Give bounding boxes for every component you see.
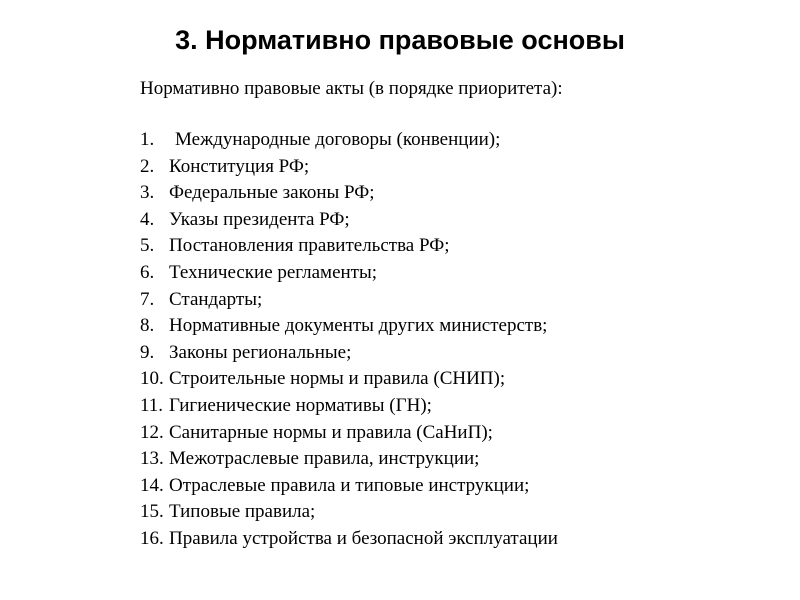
list-item (140, 499, 558, 526)
item-text: Межотраслевые правила, инструкции; (169, 448, 480, 470)
item-number: 5. (140, 235, 155, 257)
item-number: 15. (140, 501, 164, 523)
item-text: Гигиенические нормативы (ГН); (169, 394, 432, 416)
list-item (140, 393, 558, 420)
list-item (140, 420, 558, 447)
list-item (140, 180, 558, 207)
item-text: Правила устройства и безопасной эксплуатации (169, 527, 558, 549)
list-item (140, 260, 558, 287)
item-text: Нормативные документы других министерств; (169, 315, 548, 337)
priority-list (140, 127, 558, 553)
item-number: 7. (140, 288, 155, 310)
list-item (140, 340, 558, 367)
slide-title: 3. Нормативно правовые основы (175, 25, 625, 55)
list-item (140, 366, 558, 393)
list-item (140, 287, 558, 314)
list-item (140, 526, 558, 553)
item-text: Стандарты; (169, 288, 263, 310)
list-item (140, 473, 558, 500)
item-text: Строительные нормы и правила (СНИП); (169, 368, 506, 390)
item-number: 6. (140, 261, 155, 283)
item-number: 10. (140, 368, 164, 390)
item-number: 14. (140, 474, 164, 496)
item-text: Международные договоры (конвенции); (175, 129, 501, 150)
item-number: 12. (140, 421, 164, 443)
item-text: Указы президента РФ; (169, 208, 350, 230)
item-number: 16. (140, 527, 164, 549)
item-number: 3. (140, 182, 155, 204)
item-text: Постановления правительства РФ; (169, 235, 450, 257)
item-number: 4. (140, 208, 155, 230)
list-item (140, 154, 558, 181)
item-number: 9. (140, 341, 155, 363)
item-text: Федеральные законы РФ; (169, 182, 375, 204)
item-number: 13. (140, 448, 164, 470)
list-item (140, 127, 558, 154)
list-item (140, 446, 558, 473)
list-item (140, 233, 558, 260)
item-text: Отраслевые правила и типовые инструкции; (169, 474, 530, 496)
item-number: 8. (140, 315, 155, 337)
intro-text: Нормативно правовые акты (в порядке приоритета): (140, 78, 563, 99)
item-text: Конституция РФ; (169, 155, 310, 177)
item-text: Типовые правила; (169, 501, 316, 523)
item-number: 2. (140, 155, 155, 177)
list-item (140, 207, 558, 234)
item-number: 11. (140, 394, 164, 416)
list-item (140, 313, 558, 340)
item-number: 1. (140, 129, 155, 150)
item-text: Санитарные нормы и правила (СаНиП); (169, 421, 493, 443)
item-text: Технические регламенты; (169, 261, 378, 283)
item-text: Законы региональные; (169, 341, 352, 363)
